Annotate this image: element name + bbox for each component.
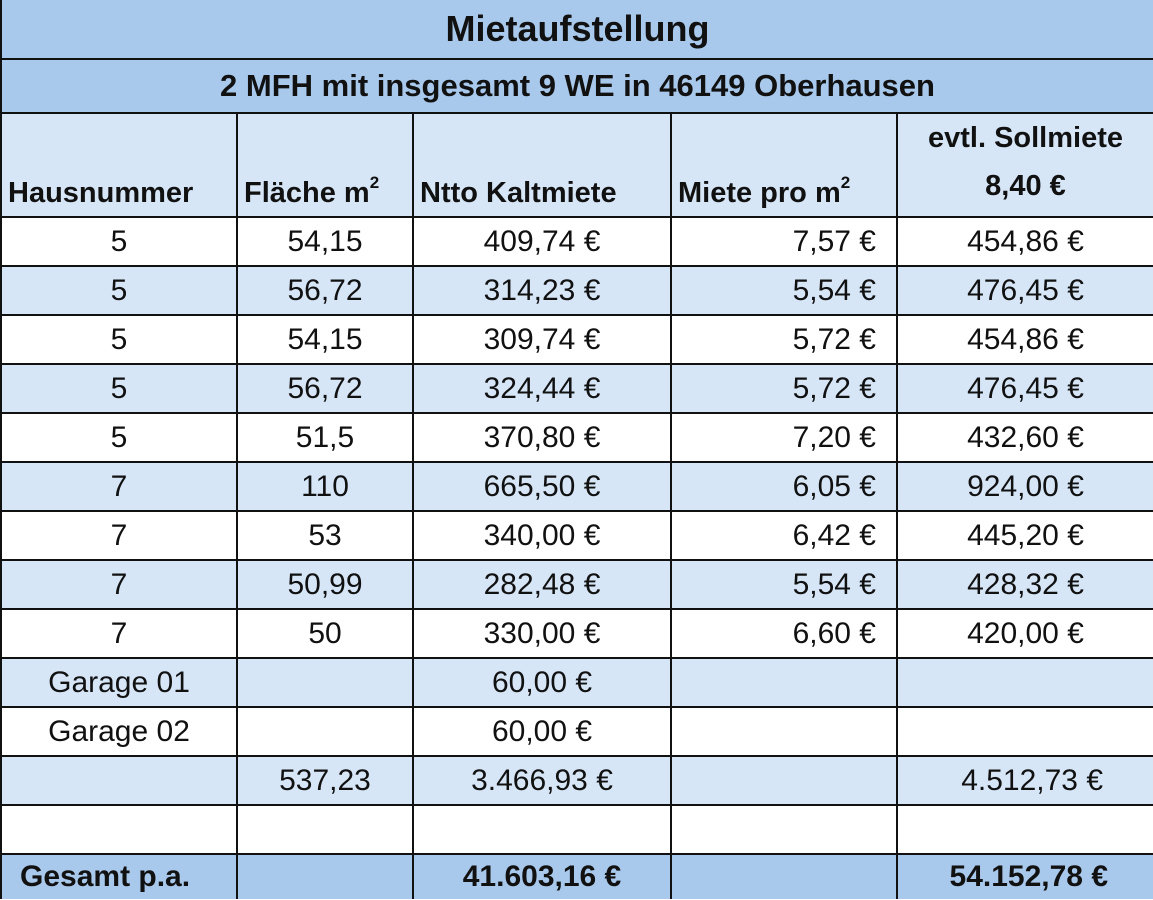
cell-empty (237, 805, 413, 854)
table-row (1, 413, 1153, 462)
cell-sollmiete (897, 658, 1153, 707)
cell-sollmiete: 420,00 € (897, 609, 1153, 658)
header-sollmiete (897, 113, 1153, 217)
cell-flaeche: 50,99 (237, 560, 413, 609)
cell-miete-pro-m2: 6,42 € (671, 511, 897, 560)
cell-empty (897, 805, 1153, 854)
cell-total-miete-pro-m2 (671, 854, 897, 899)
header-hausnummer (1, 113, 237, 217)
cell-total-flaeche (237, 854, 413, 899)
cell-miete-pro-m2: 6,60 € (671, 609, 897, 658)
cell-hausnummer: 5 (1, 364, 237, 413)
table-row-garage (1, 658, 1153, 707)
cell-sollmiete: 428,32 € (897, 560, 1153, 609)
cell-kaltmiete: 370,80 € (413, 413, 671, 462)
cell-kaltmiete: 324,44 € (413, 364, 671, 413)
cell-sum-hausnummer (1, 756, 237, 805)
document-title: Mietaufstellung (1, 0, 1153, 59)
cell-total-kaltmiete: 41.603,16 € (413, 854, 671, 899)
cell-hausnummer: 7 (1, 609, 237, 658)
table-row (1, 560, 1153, 609)
cell-total-sollmiete: 54.152,78 € (897, 854, 1153, 899)
cell-hausnummer: Garage 02 (1, 707, 237, 756)
superscript-2: 2 (840, 173, 851, 192)
cell-hausnummer: 5 (1, 217, 237, 266)
cell-miete-pro-m2 (671, 707, 897, 756)
cell-miete-pro-m2: 5,54 € (671, 266, 897, 315)
table-row (1, 609, 1153, 658)
cell-kaltmiete: 340,00 € (413, 511, 671, 560)
header-kaltmiete-label: Ntto Kaltmiete (420, 177, 617, 209)
header-flaeche (237, 113, 413, 217)
cell-hausnummer: 5 (1, 315, 237, 364)
cell-empty (413, 805, 671, 854)
cell-hausnummer: 5 (1, 266, 237, 315)
table-row (1, 315, 1153, 364)
cell-kaltmiete: 409,74 € (413, 217, 671, 266)
sum-row (1, 756, 1153, 805)
superscript-2: 2 (369, 173, 380, 192)
cell-empty (671, 805, 897, 854)
cell-miete-pro-m2 (671, 658, 897, 707)
cell-flaeche: 56,72 (237, 266, 413, 315)
cell-flaeche: 53 (237, 511, 413, 560)
cell-empty (1, 805, 237, 854)
cell-kaltmiete: 309,74 € (413, 315, 671, 364)
cell-hausnummer: 7 (1, 462, 237, 511)
cell-miete-pro-m2: 5,72 € (671, 364, 897, 413)
cell-miete-pro-m2: 5,54 € (671, 560, 897, 609)
cell-sollmiete (897, 707, 1153, 756)
cell-hausnummer: 7 (1, 511, 237, 560)
header-sollmiete-label: evtl. Sollmiete (927, 122, 1123, 154)
cell-kaltmiete: 330,00 € (413, 609, 671, 658)
cell-flaeche: 110 (237, 462, 413, 511)
cell-sollmiete: 454,86 € (897, 315, 1153, 364)
cell-sum-miete-pro-m2 (671, 756, 897, 805)
cell-kaltmiete: 60,00 € (413, 707, 671, 756)
table-row (1, 462, 1153, 511)
empty-row (1, 805, 1153, 854)
cell-flaeche (237, 658, 413, 707)
cell-total-label: Gesamt p.a. (1, 854, 237, 899)
header-sollmiete-rate: 8,40 € (985, 170, 1066, 202)
cell-sollmiete: 476,45 € (897, 364, 1153, 413)
header-miete-pro-m2 (671, 113, 897, 217)
table-row (1, 217, 1153, 266)
cell-flaeche: 56,72 (237, 364, 413, 413)
cell-flaeche: 54,15 (237, 315, 413, 364)
cell-flaeche: 54,15 (237, 217, 413, 266)
table-row (1, 266, 1153, 315)
cell-sollmiete: 476,45 € (897, 266, 1153, 315)
cell-sollmiete: 445,20 € (897, 511, 1153, 560)
cell-flaeche: 50 (237, 609, 413, 658)
total-row (1, 854, 1153, 899)
cell-hausnummer: 5 (1, 413, 237, 462)
cell-sollmiete: 924,00 € (897, 462, 1153, 511)
cell-hausnummer: 7 (1, 560, 237, 609)
document-subtitle: 2 MFH mit insgesamt 9 WE in 46149 Oberhausen (1, 59, 1153, 113)
column-header-row (1, 113, 1153, 217)
cell-flaeche: 51,5 (237, 413, 413, 462)
table-row (1, 364, 1153, 413)
cell-sum-kaltmiete: 3.466,93 € (413, 756, 671, 805)
table-row (1, 511, 1153, 560)
cell-kaltmiete: 282,48 € (413, 560, 671, 609)
cell-hausnummer: Garage 01 (1, 658, 237, 707)
header-flaeche-label: Fläche m (244, 177, 370, 209)
cell-sollmiete: 432,60 € (897, 413, 1153, 462)
cell-flaeche (237, 707, 413, 756)
cell-sum-sollmiete: 4.512,73 € (897, 756, 1153, 805)
header-kaltmiete (413, 113, 671, 217)
cell-kaltmiete: 60,00 € (413, 658, 671, 707)
cell-sum-flaeche: 537,23 (237, 756, 413, 805)
cell-miete-pro-m2: 6,05 € (671, 462, 897, 511)
cell-miete-pro-m2: 5,72 € (671, 315, 897, 364)
header-miete-pro-m2-label: Miete pro m (678, 177, 841, 209)
cell-sollmiete: 454,86 € (897, 217, 1153, 266)
header-hausnummer-label: Hausnummer (8, 177, 194, 209)
cell-miete-pro-m2: 7,57 € (671, 217, 897, 266)
cell-kaltmiete: 314,23 € (413, 266, 671, 315)
cell-kaltmiete: 665,50 € (413, 462, 671, 511)
subtitle-row (1, 59, 1153, 113)
table-row-garage (1, 707, 1153, 756)
cell-miete-pro-m2: 7,20 € (671, 413, 897, 462)
title-row (1, 0, 1153, 59)
